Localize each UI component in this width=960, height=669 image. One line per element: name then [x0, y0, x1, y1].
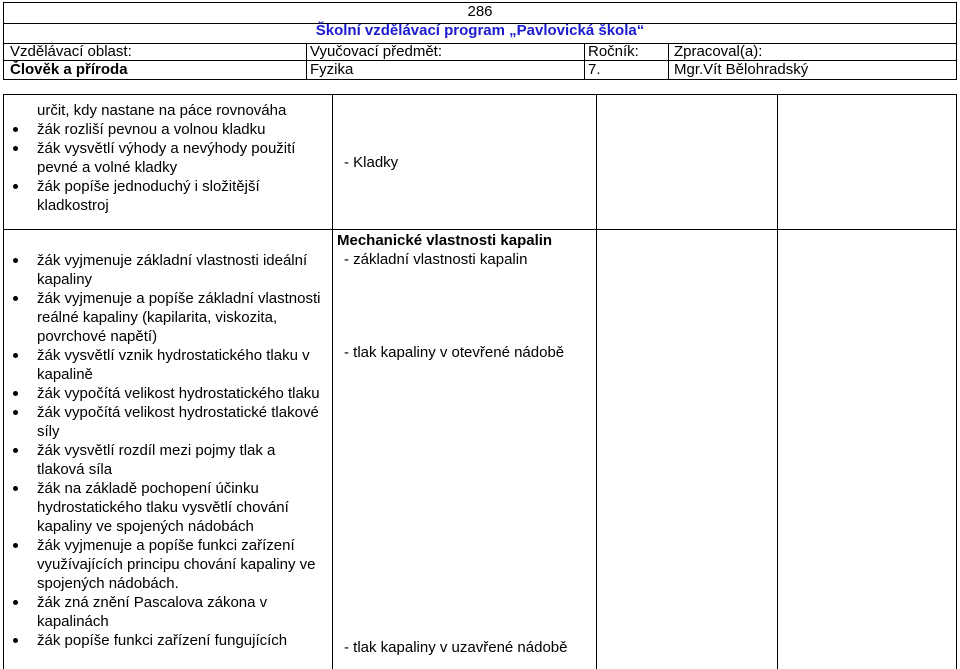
- list-item: žák popíše funkci zařízení fungujících: [4, 631, 322, 650]
- content-uzavrene: - tlak kapaliny v uzavřené nádobě: [344, 639, 568, 656]
- header-column-divider: [306, 43, 307, 79]
- label-zpracoval: Zpracoval(a):: [674, 43, 763, 60]
- list-item: žák vysvětlí rozdíl mezi pojmy tlak a tlaková síla: [4, 441, 322, 479]
- list-item: žák vyjmenuje a popíše základní vlastnosti reálné kapaliny (kapilarita, viskozita, povrchové napětí): [4, 289, 322, 346]
- label-predmet: Vyučovací předmět:: [310, 43, 443, 60]
- list-item: žák zná znění Pascalova zákona v kapalinách: [4, 593, 322, 631]
- list-item: žák na základě pochopení účinku hydrostatického tlaku vysvětlí chování kapaliny ve spojených nádobách: [4, 479, 322, 536]
- list-item: žák vypočítá velikost hydrostatické tlakové síly: [4, 403, 322, 441]
- header-column-divider: [584, 43, 585, 79]
- column-divider: [596, 95, 597, 669]
- content-kladky: - Kladky: [344, 154, 399, 171]
- list-item: žák vysvětlí výhody a nevýhody použití pevné a volné kladky: [4, 139, 322, 177]
- program-title: Školní vzdělávací program „Pavlovická škola“: [315, 22, 645, 39]
- list-item: žák vypočítá velikost hydrostatického tlaku: [4, 384, 322, 403]
- value-zpracoval: Mgr.Vít Bělohradský: [674, 61, 809, 78]
- header-table: [3, 2, 957, 80]
- row-divider: [4, 229, 956, 230]
- column-divider: [777, 95, 778, 669]
- header-column-divider: [668, 43, 669, 79]
- list-item: určit, kdy nastane na páce rovnováha: [37, 102, 287, 119]
- list-item: žák popíše jednoduchý i složitější kladkostroj: [4, 177, 322, 215]
- label-oblast: Vzdělávací oblast:: [10, 43, 132, 60]
- list-item: žák vyjmenuje a popíše funkci zařízení využívajících principu chování kapaliny ve spojených nádobách.: [4, 536, 322, 593]
- label-rocnik: Ročník:: [588, 43, 639, 60]
- section-title: Mechanické vlastnosti kapalin: [337, 232, 553, 249]
- outcomes-list-levers: [4, 101, 322, 215]
- content-zakladni: - základní vlastnosti kapalin: [344, 251, 528, 268]
- value-oblast: Člověk a příroda: [10, 61, 128, 78]
- list-item: žák rozliší pevnou a volnou kladku: [4, 120, 322, 139]
- value-rocnik: 7.: [588, 61, 601, 78]
- content-otevrene: - tlak kapaliny v otevřené nádobě: [344, 344, 565, 361]
- list-item: žák vysvětlí vznik hydrostatického tlaku v kapalině: [4, 346, 322, 384]
- header-divider: [4, 60, 956, 61]
- value-predmet: Fyzika: [310, 61, 354, 78]
- list-item: žák vyjmenuje základní vlastnosti ideální kapaliny: [4, 251, 322, 289]
- column-divider: [332, 95, 333, 669]
- outcomes-list-liquids: [4, 251, 322, 650]
- header-divider: [4, 43, 956, 44]
- curriculum-table: [3, 94, 957, 669]
- page-number: 286: [467, 3, 493, 20]
